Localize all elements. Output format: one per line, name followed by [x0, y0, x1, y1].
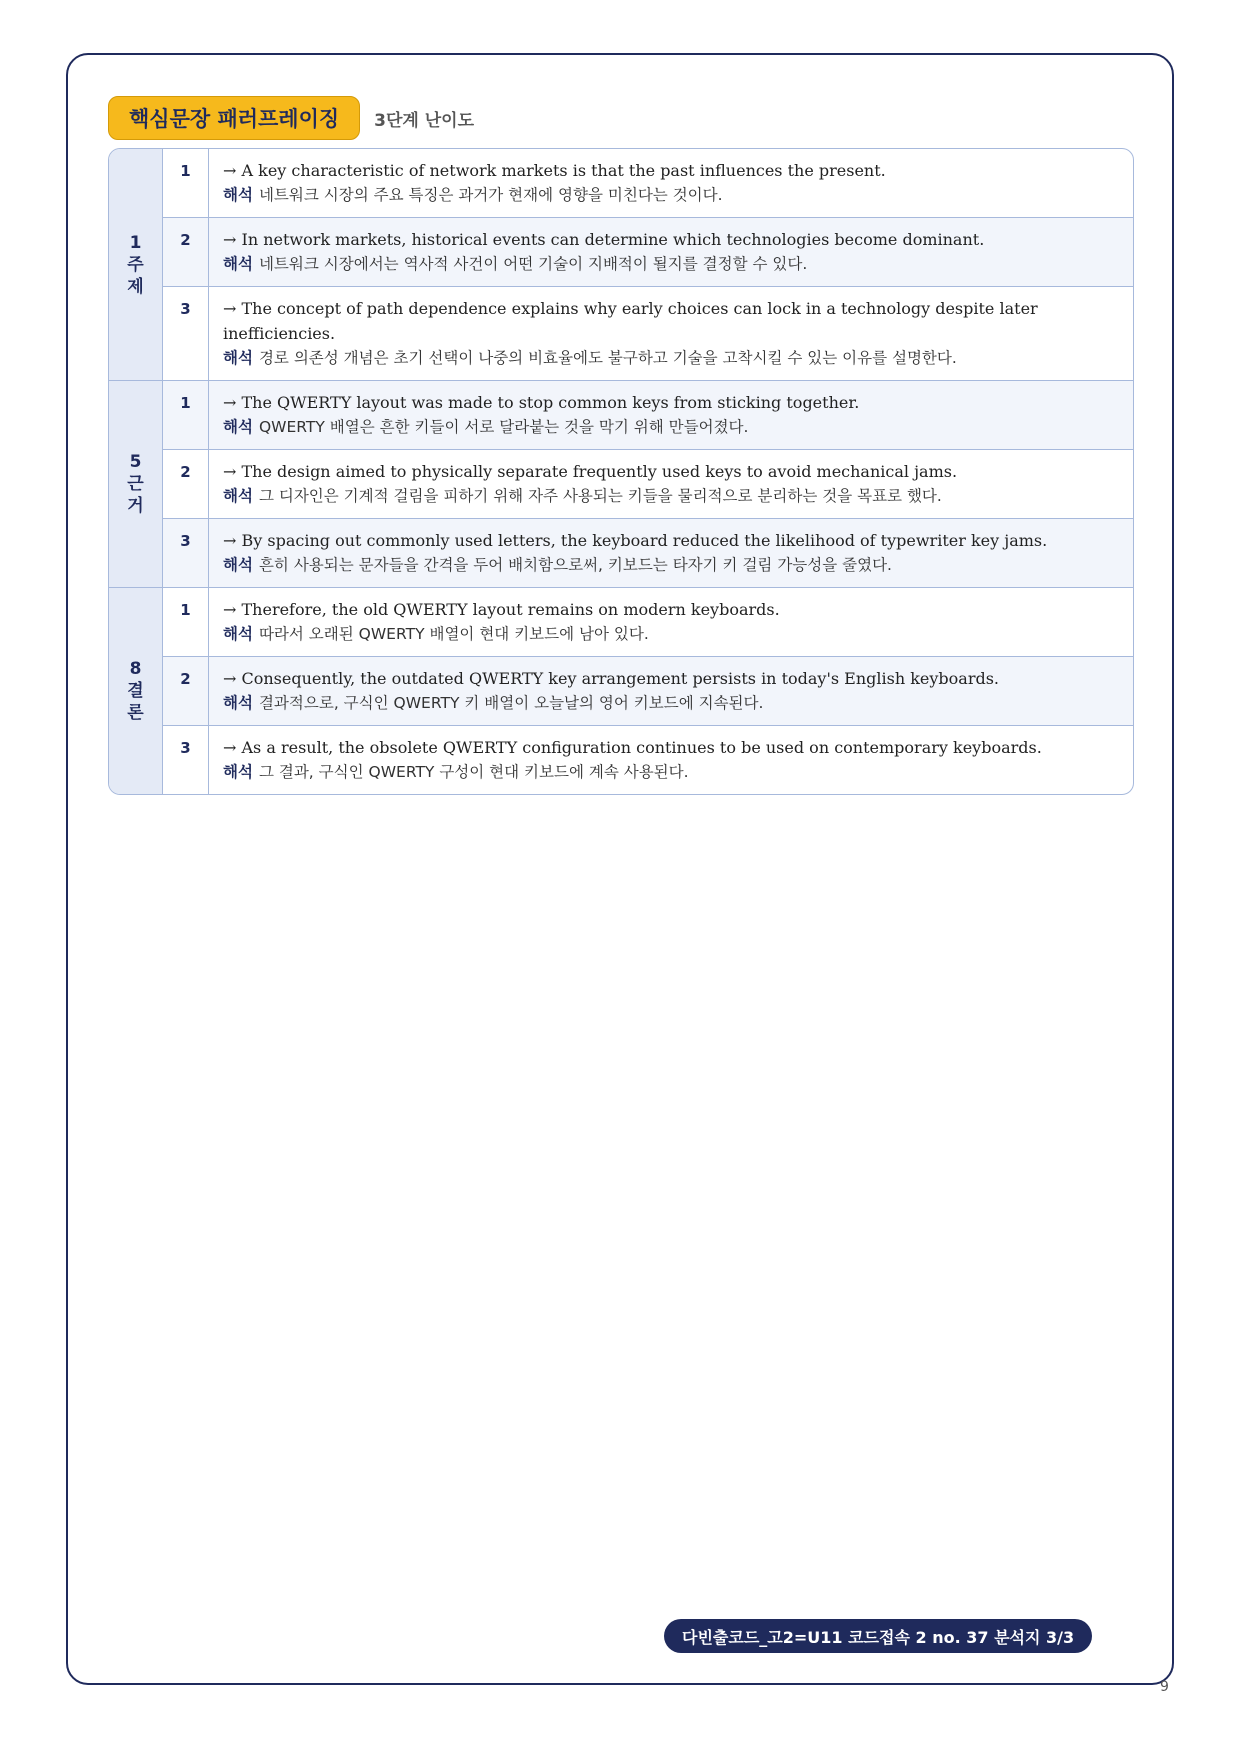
korean-translation: 네트워크 시장의 주요 특징은 과거가 현재에 영향을 미친다는 것이다. — [258, 186, 723, 204]
table-row — [163, 725, 1133, 794]
table-row — [163, 449, 1133, 518]
group-char: 결 — [127, 681, 144, 701]
korean-translation: 그 결과, 구식인 QWERTY 구성이 현대 키보드에 계속 사용된다. — [258, 763, 689, 781]
korean-translation: QWERTY 배열은 흔한 키들이 서로 달라붙는 것을 막기 위해 만들어졌다. — [258, 418, 749, 436]
korean-translation: 네트워크 시장에서는 역사적 사건이 어떤 기술이 지배적이 될지를 결정할 수 있다. — [258, 255, 808, 273]
group-label — [109, 149, 163, 380]
translation-tag: 해석 — [223, 625, 253, 643]
difficulty-level: 3단계 난이도 — [374, 110, 475, 131]
footer-code-badge: 다빈출코드_고2=U11 코드접속 2 no. 37 분석지 3/3 — [664, 1619, 1092, 1653]
english-sentence: → Consequently, the outdated QWERTY key arrangement persists in today's English keyboards. — [223, 669, 1000, 688]
translation-tag: 해석 — [223, 186, 253, 204]
group-label — [109, 381, 163, 587]
group-conclusion — [109, 587, 1133, 794]
english-sentence: → A key characteristic of network markets is that the past influences the present. — [223, 161, 886, 180]
row-number: 2 — [163, 657, 209, 725]
group-char: 주 — [127, 254, 144, 275]
row-number: 1 — [163, 381, 209, 449]
translation-tag: 해석 — [223, 694, 253, 712]
group-char: 거 — [127, 496, 144, 516]
row-number: 3 — [163, 287, 209, 380]
korean-translation: 따라서 오래된 QWERTY 배열이 현대 키보드에 남아 있다. — [258, 625, 649, 643]
translation-tag: 해석 — [223, 255, 253, 273]
group-label — [109, 588, 163, 794]
english-sentence: → The concept of path dependence explains why early choices can lock in a technology despite later inefficiencies. — [223, 299, 1038, 343]
row-number: 2 — [163, 218, 209, 286]
english-sentence: → The QWERTY layout was made to stop common keys from sticking together. — [223, 393, 860, 412]
table-row — [163, 286, 1133, 380]
page-number: 9 — [1160, 1679, 1169, 1695]
table-row — [163, 217, 1133, 286]
group-char: 제 — [127, 276, 144, 297]
row-number: 2 — [163, 450, 209, 518]
section-badge: 핵심문장 패러프레이징 — [108, 96, 360, 140]
paraphrase-table — [108, 148, 1134, 795]
translation-tag: 해석 — [223, 556, 253, 574]
translation-tag: 해석 — [223, 487, 253, 505]
korean-translation: 경로 의존성 개념은 초기 선택이 나중의 비효율에도 불구하고 기술을 고착시킬 수 있는 이유를 설명한다. — [258, 349, 957, 367]
table-row — [163, 588, 1133, 656]
group-evidence — [109, 380, 1133, 587]
translation-tag: 해석 — [223, 418, 253, 436]
english-sentence: → In network markets, historical events can determine which technologies become dominant. — [223, 230, 985, 249]
english-sentence: → The design aimed to physically separate frequently used keys to avoid mechanical jams. — [223, 462, 958, 481]
table-row — [163, 518, 1133, 587]
row-number: 1 — [163, 149, 209, 217]
table-row — [163, 149, 1133, 217]
group-topic — [109, 149, 1133, 380]
korean-translation: 흔히 사용되는 문자들을 간격을 두어 배치함으로써, 키보드는 타자기 키 걸림 가능성을 줄였다. — [258, 556, 892, 574]
english-sentence: → By spacing out commonly used letters, the keyboard reduced the likelihood of typewriter key jams. — [223, 531, 1048, 550]
english-sentence: → As a result, the obsolete QWERTY configuration continues to be used on contemporary keyboards. — [223, 738, 1042, 757]
table-row — [163, 381, 1133, 449]
group-number: 8 — [129, 659, 142, 679]
group-char: 근 — [127, 474, 144, 494]
translation-tag: 해석 — [223, 349, 253, 367]
group-char: 론 — [127, 703, 144, 723]
english-sentence: → Therefore, the old QWERTY layout remains on modern keyboards. — [223, 600, 780, 619]
table-row — [163, 656, 1133, 725]
translation-tag: 해석 — [223, 763, 253, 781]
row-number: 1 — [163, 588, 209, 656]
group-number: 5 — [129, 452, 142, 472]
section-header — [108, 96, 474, 140]
row-number: 3 — [163, 726, 209, 794]
row-number: 3 — [163, 519, 209, 587]
group-number: 1 — [129, 232, 142, 253]
korean-translation: 결과적으로, 구식인 QWERTY 키 배열이 오늘날의 영어 키보드에 지속된다. — [258, 694, 764, 712]
korean-translation: 그 디자인은 기계적 걸림을 피하기 위해 자주 사용되는 키들을 물리적으로 분리하는 것을 목표로 했다. — [258, 487, 942, 505]
